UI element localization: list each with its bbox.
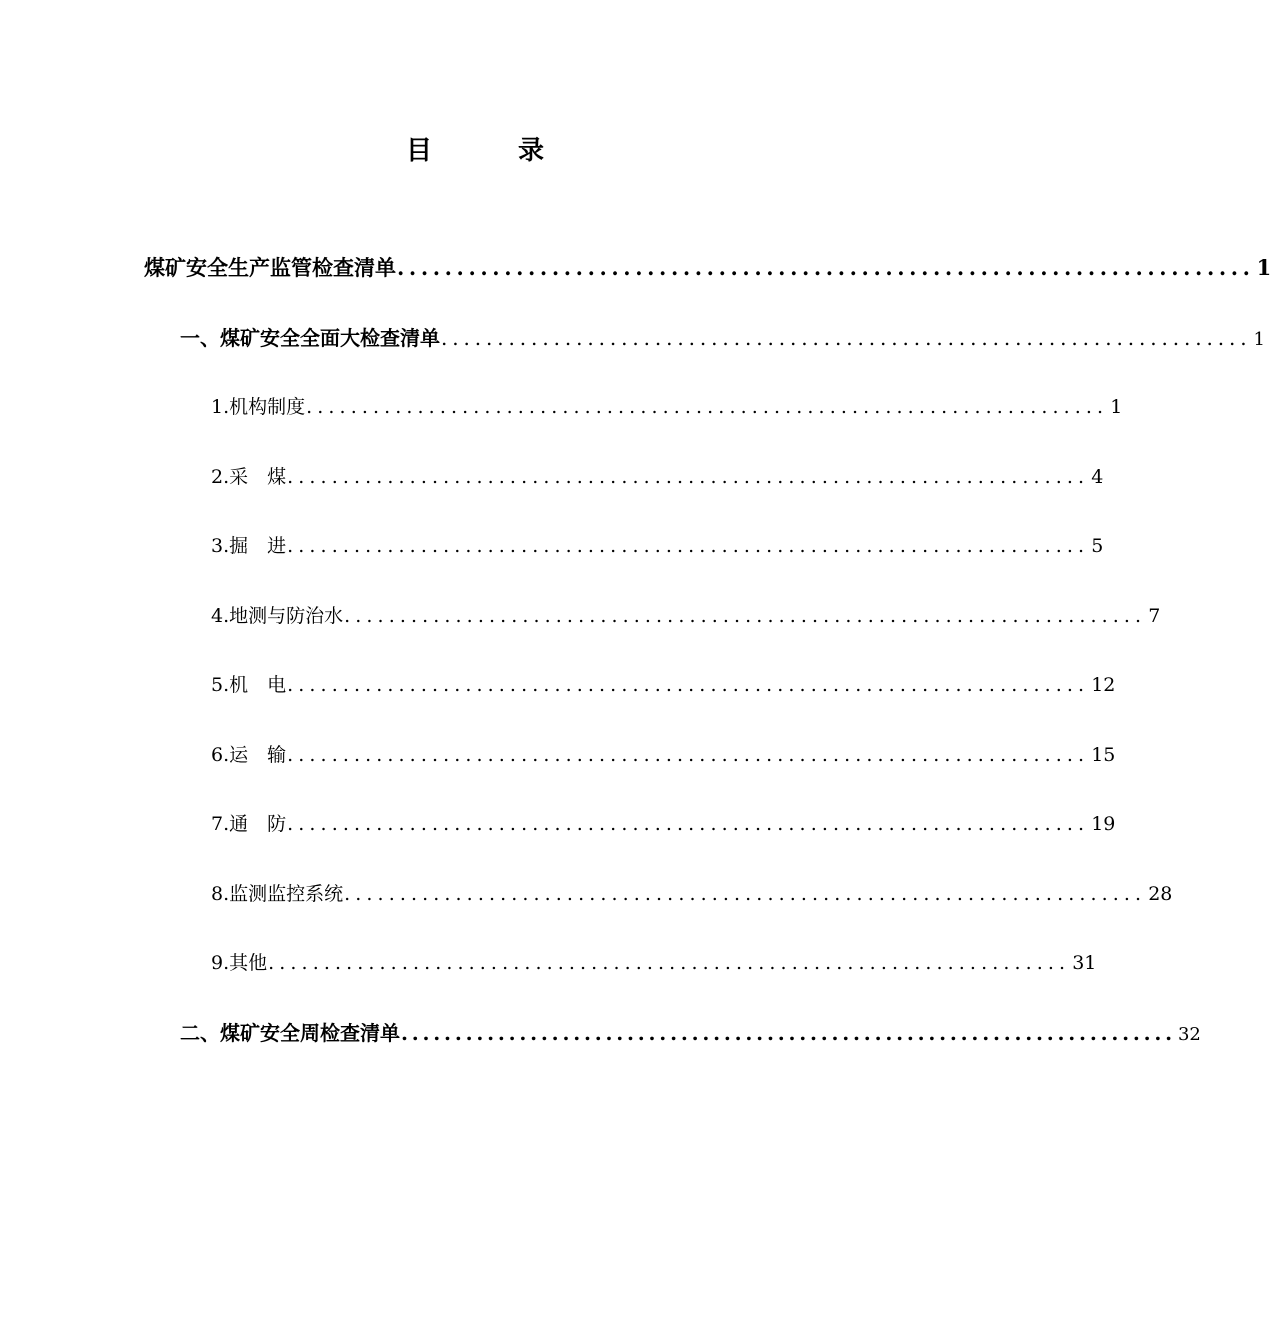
toc-entry-page: 1 bbox=[1253, 329, 1265, 350]
toc-entry-page: 5 bbox=[1091, 535, 1104, 557]
toc-entry-section-1[interactable] bbox=[180, 323, 1265, 353]
toc-entry-label: 1.机构制度 bbox=[211, 396, 306, 418]
dot-leader: ........................................................................ bbox=[287, 813, 1090, 835]
toc-entry-item[interactable] bbox=[211, 879, 1173, 909]
toc-entry-label: 2.采 煤 bbox=[211, 466, 287, 488]
toc-entry-item[interactable] bbox=[211, 670, 1116, 700]
dot-leader: ........................................................................ bbox=[401, 1021, 1176, 1045]
toc-entry-page: 32 bbox=[1177, 1024, 1201, 1045]
toc-entry-main[interactable] bbox=[144, 253, 1271, 283]
toc-entry-page: 19 bbox=[1091, 813, 1116, 835]
toc-entry-label: 6.运 输 bbox=[211, 744, 287, 766]
toc-entry-label: 一、煤矿安全全面大检查清单 bbox=[180, 326, 440, 350]
toc-entry-item[interactable] bbox=[211, 948, 1097, 978]
dot-leader: ........................................................................ bbox=[306, 396, 1109, 418]
toc-entry-page: 1 bbox=[1110, 396, 1123, 418]
dot-leader: ........................................................................ bbox=[397, 255, 1255, 280]
toc-entry-label: 3.掘 进 bbox=[211, 535, 287, 557]
toc-entry-page: 7 bbox=[1148, 605, 1161, 627]
dot-leader: ........................................................................ bbox=[441, 326, 1252, 350]
toc-entry-label: 8.监测监控系统 bbox=[211, 883, 344, 905]
toc-entry-item[interactable] bbox=[211, 809, 1116, 839]
dot-leader: ........................................................................ bbox=[344, 883, 1147, 905]
toc-entry-page: 4 bbox=[1091, 466, 1104, 488]
toc-entry-label: 7.通 防 bbox=[211, 813, 287, 835]
toc-entry-label: 4.地测与防治水 bbox=[211, 605, 344, 627]
toc-entry-label: 5.机 电 bbox=[211, 674, 287, 696]
toc-entry-label: 煤矿安全生产监管检查清单 bbox=[144, 255, 396, 280]
toc-entry-page: 31 bbox=[1072, 952, 1097, 974]
page-title: 目 录 bbox=[405, 136, 574, 166]
toc-entry-page: 28 bbox=[1148, 883, 1173, 905]
toc-entry-item[interactable] bbox=[211, 740, 1116, 770]
dot-leader: ........................................................................ bbox=[287, 535, 1090, 557]
toc-entry-page: 12 bbox=[1091, 674, 1116, 696]
toc-entry-page: 1 bbox=[1256, 255, 1271, 280]
toc-entry-label: 二、煤矿安全周检查清单 bbox=[180, 1021, 400, 1045]
dot-leader: ........................................................................ bbox=[287, 744, 1090, 766]
dot-leader: ........................................................................ bbox=[287, 466, 1090, 488]
toc-entry-label: 9.其他 bbox=[211, 952, 268, 974]
dot-leader: ........................................................................ bbox=[287, 674, 1090, 696]
toc-entry-item[interactable] bbox=[211, 531, 1104, 561]
toc-entry-item[interactable] bbox=[211, 462, 1104, 492]
toc-entry-section-2[interactable] bbox=[180, 1018, 1201, 1048]
dot-leader: ........................................................................ bbox=[268, 952, 1071, 974]
toc-entry-page: 15 bbox=[1091, 744, 1116, 766]
dot-leader: ........................................................................ bbox=[344, 605, 1147, 627]
toc-entry-item[interactable] bbox=[211, 601, 1161, 631]
toc-entry-item[interactable] bbox=[211, 392, 1123, 422]
